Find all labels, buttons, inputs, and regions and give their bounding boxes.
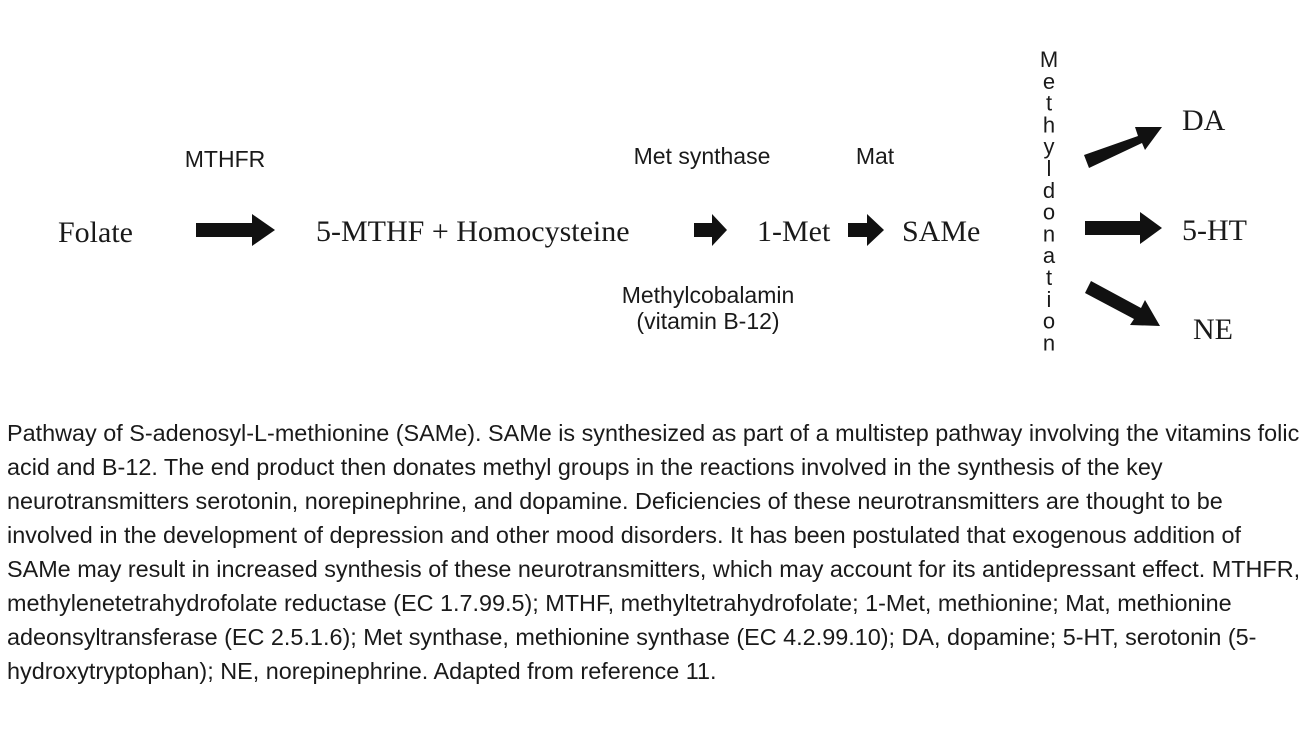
node-5ht: 5-HT [1182,214,1247,247]
enzyme-label-mat: Mat [855,143,895,169]
node-1-met: 1-Met [757,215,831,248]
node-folate: Folate [58,216,133,249]
arrow-homocysteine-to-met-icon [694,214,727,246]
arrow-to-5ht-icon [1085,212,1162,244]
node-same: SAMe [902,215,981,248]
cofactor-label-line1: Methylcobalamin [621,282,795,308]
arrow-to-ne-icon [1085,281,1160,326]
arrow-to-da-icon [1084,127,1162,168]
cofactor-label-line2: (vitamin B-12) [636,308,780,334]
figure-caption: Pathway of S-adenosyl-L-methionine (SAMe). SAMe is synthesized as part of a multistep pathway involving the vitamins folic acid and B-12. The end product then donates methyl groups in the reactions involved in the synthesis of the key neurotransmitters serotonin, norepinephrine, and dopamine. Deficiencies of these neurotransmitters are thought to be involved in the development of depression and other mood disorders. It has been postulated that exogenous addition of SAMe may result in increased synthesis of these neurotransmitters, which may account for its antidepressant effect. MTHFR, methylenetetrahydrofolate reductase (EC 1.7.99.5); MTHF, methyltetrahydrofolate; 1-Met, methionine; Mat, methionine adeonsyltransferase (EC 2.5.1.6); Met synthase, methionine synthase (EC 4.2.99.10); DA, dopamine; 5-HT, serotonin (5-hydroxytryptophan); NE, norepinephrine. Adapted from reference 11. [7,420,1301,684]
vertical-label-methyldonation: M e t h y l d o n a t i o n [1039,47,1059,356]
enzyme-label-mthfr: MTHFR [184,146,266,172]
node-5mthf-homocysteine: 5-MTHF + Homocysteine [316,215,630,248]
node-ne: NE [1193,313,1233,346]
arrow-met-to-same-icon [848,214,884,246]
arrow-folate-to-5mthf-icon [196,214,275,246]
node-da: DA [1182,104,1226,137]
enzyme-label-met-synthase: Met synthase [633,143,771,169]
